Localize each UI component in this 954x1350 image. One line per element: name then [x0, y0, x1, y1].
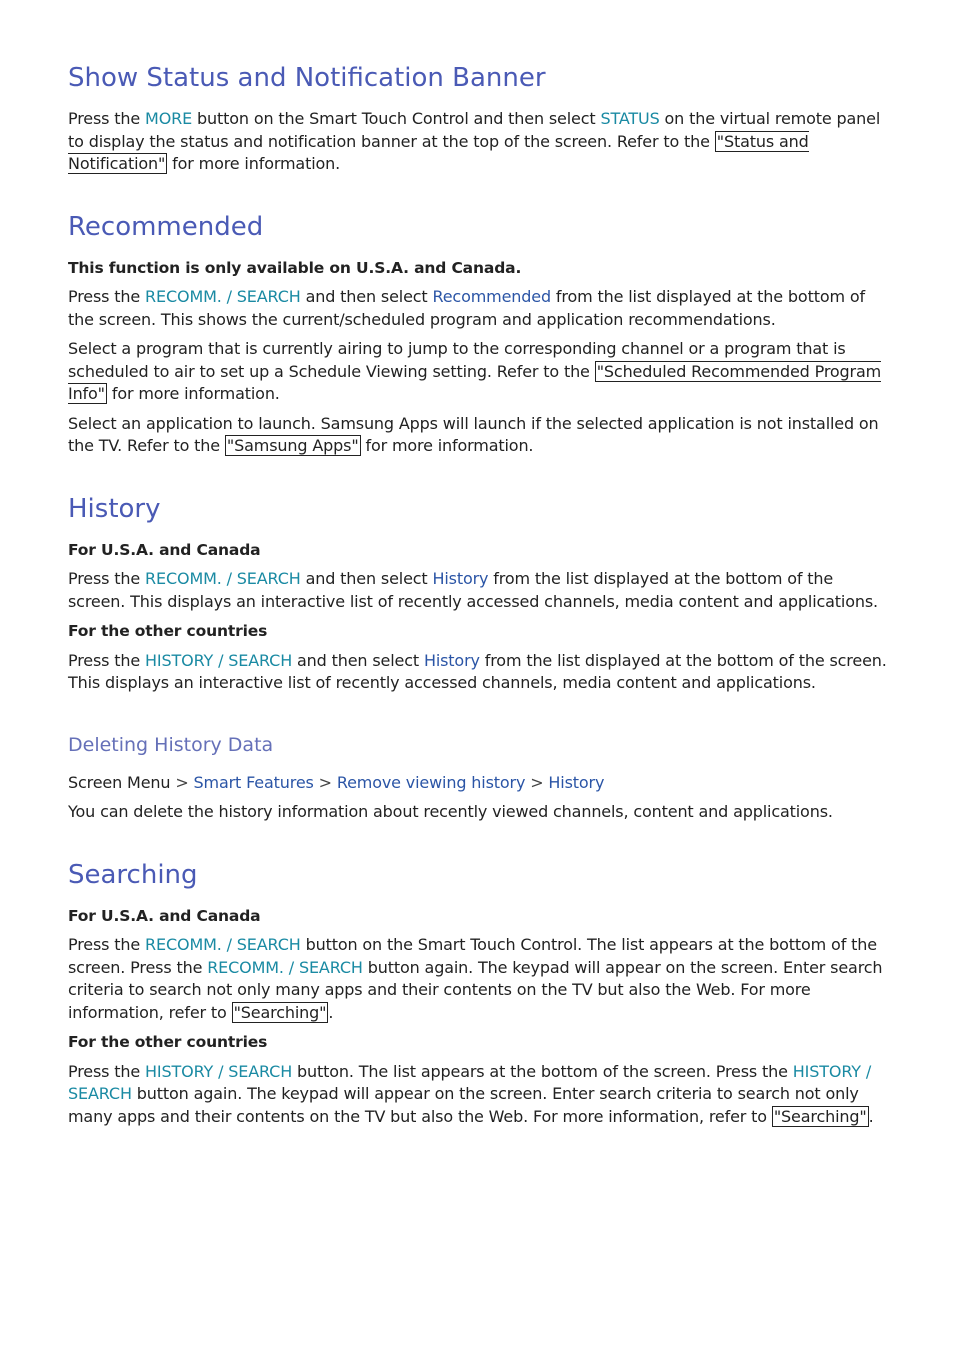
history-search-button-ref: HISTORY / SEARCH — [145, 650, 293, 670]
history-paragraph-1: Press the RECOMM. / SEARCH and then select History from the list displayed at the bottom of the screen. This displays an interactive list of recently accessed channels, media content and applications. — [68, 569, 878, 611]
history-subheading-usa-canada: For U.S.A. and Canada — [68, 540, 261, 559]
searching-paragraph-1: Press the RECOMM. / SEARCH button on the Smart Touch Control. The list appears at the bottom of the screen. Press the RECOMM. / SEARCH button again. The keypad will appear on the screen. Enter search criteria to search not only many apps and their contents on the TV but also the Web. For more information, refer to "Searching" . — [68, 935, 883, 1022]
deleting-paragraph: You can delete the history information about recently viewed channels, content and applications. — [68, 802, 833, 821]
recommended-paragraph-2: Select a program that is currently airing to jump to the corresponding channel or a program that is scheduled to air to set up a Schedule Viewing setting. Refer to the "Scheduled Recommended Program Info" for more information. — [68, 339, 882, 403]
recomm-search-button-ref: RECOMM. / SEARCH — [207, 957, 363, 977]
link-searching[interactable]: "Searching" — [773, 1106, 867, 1126]
recommended-availability-note: This function is only available on U.S.A. and Canada. — [68, 258, 522, 277]
history-paragraph-2: Press the HISTORY / SEARCH and then select History from the list displayed at the bottom of the screen. This displays an interactive list of recently accessed channels, media content and applications. — [68, 650, 887, 692]
recomm-search-button-ref: RECOMM. / SEARCH — [145, 569, 301, 588]
section-title-recommended: Recommended — [68, 211, 264, 242]
history-subheading-other-countries: For the other countries — [68, 622, 268, 640]
section-title-status: Show Status and Notification Banner — [68, 63, 546, 93]
menu-path-remove-viewing-history: Remove viewing history — [336, 772, 526, 792]
recommended-paragraph-1: Press the RECOMM. / SEARCH and then select Recommended from the list displayed at the bottom of the screen. This shows the current/scheduled program and application recommendations. — [68, 287, 865, 329]
searching-subheading-usa-canada: For U.S.A. and Canada — [68, 906, 261, 925]
subsection-title-deleting-history: Deleting History Data — [68, 733, 274, 756]
chevron-right-icon: > — [318, 772, 332, 792]
link-samsung-apps[interactable]: "Samsung Apps" — [226, 436, 359, 455]
menu-path-root: Screen Menu — [68, 772, 171, 792]
section-title-searching: Searching — [68, 859, 198, 890]
history-menu-ref: History — [423, 650, 480, 670]
recomm-search-button-ref: RECOMM. / SEARCH — [145, 935, 301, 954]
history-menu-ref: History — [432, 569, 489, 588]
history-search-button-ref: HISTORY / SEARCH — [145, 1061, 293, 1081]
status-button-ref: STATUS — [600, 109, 660, 128]
more-button-ref: MORE — [145, 109, 193, 128]
chevron-right-icon: > — [175, 772, 189, 792]
link-searching[interactable]: "Searching" — [233, 1002, 327, 1022]
link-status-and-notification[interactable]: "Status and Notification" — [68, 131, 809, 173]
section-title-history: History — [68, 493, 161, 524]
searching-paragraph-2: Press the HISTORY / SEARCH button. The list appears at the bottom of the screen. Press the HISTORY / SEARCH button again. The keypad will appear on the screen. Enter search criteria to search not only many apps and their contents on the TV but also the Web. For more information, refer to "Searching" . — [68, 1061, 874, 1126]
recommended-menu-ref: Recommended — [432, 287, 551, 306]
recomm-search-button-ref: RECOMM. / SEARCH — [145, 287, 301, 306]
page-content — [68, 62, 888, 1128]
searching-subheading-other-countries: For the other countries — [68, 1033, 268, 1051]
menu-path-breadcrumb — [68, 772, 888, 795]
chevron-right-icon: > — [530, 772, 544, 792]
menu-path-smart-features: Smart Features — [193, 772, 314, 792]
recommended-paragraph-3: Select an application to launch. Samsung Apps will launch if the selected application is not installed on the TV. Refer to the "Samsung Apps" for more information. — [68, 413, 879, 455]
history-search-button-ref: HISTORY / SEARCH — [68, 1061, 872, 1103]
link-scheduled-recommended-program-info[interactable]: "Scheduled Recommended Program Info" — [68, 361, 882, 403]
menu-path-history: History — [548, 772, 605, 792]
status-paragraph: Press the MORE button on the Smart Touch Control and then select STATUS on the virtual remote panel to display the status and notification banner at the top of the screen. Refer to the "Status and Notification" for more information. — [68, 109, 881, 173]
